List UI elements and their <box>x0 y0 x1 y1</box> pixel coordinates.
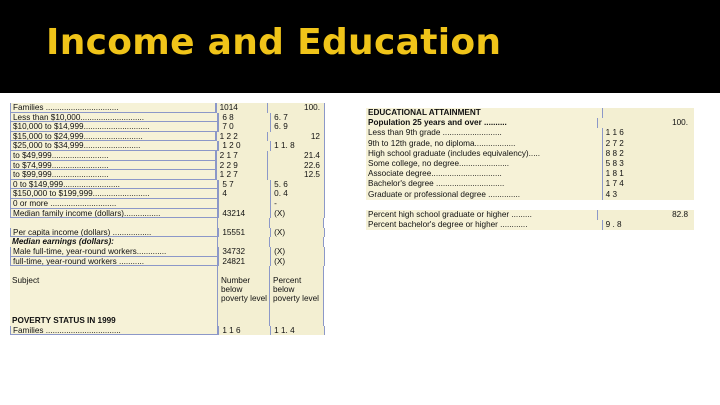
row-percent <box>270 237 324 247</box>
row-label: Male full-time, year-round workers............. <box>10 247 218 257</box>
row-label: to $49,999......................... <box>10 151 216 161</box>
row-number: 2 2 9 <box>216 161 268 171</box>
row-value: 82.8 <box>597 210 694 220</box>
row-label: Median family income (dollars)................ <box>10 209 218 219</box>
row-label: 9th to 12th grade, no diploma.................. <box>366 139 602 149</box>
income-table-row <box>10 141 325 151</box>
row-percent: 0. 4 <box>271 189 325 199</box>
row-percent: (X) <box>271 228 325 238</box>
row-value <box>602 108 694 118</box>
slide-content <box>0 93 720 405</box>
row-label: to $99,999......................... <box>10 170 216 180</box>
income-table-row <box>10 307 325 317</box>
row-label: Per capita income (dollars) ................. <box>10 228 218 238</box>
income-table-row <box>10 276 325 307</box>
income-table-row <box>10 209 325 219</box>
income-table-row <box>10 113 325 123</box>
row-percent: 1 1. 4 <box>271 326 325 336</box>
income-table-row <box>10 180 325 190</box>
income-table-row <box>10 228 325 238</box>
row-percent: 6. 9 <box>271 122 325 132</box>
row-percent: 22.6 <box>268 161 325 171</box>
row-label: Less than $10,000............................ <box>10 113 218 123</box>
row-value: 9 . 8 <box>602 220 694 230</box>
table-gap <box>366 200 694 210</box>
row-percent: 21.4 <box>268 151 325 161</box>
row-percent: (X) <box>271 209 325 219</box>
row-percent <box>270 218 324 228</box>
row-number: 1014 <box>216 103 268 113</box>
row-label: $25,000 to $34,999......................... <box>10 141 218 151</box>
education-table-row <box>366 159 694 169</box>
row-label: Graduate or professional degree .............. <box>366 190 602 200</box>
row-label: Families ................................ <box>10 103 216 113</box>
row-value: 1 7 4 <box>602 179 694 189</box>
row-label: High school graduate (includes equivalency)..... <box>366 149 602 159</box>
income-table-row <box>10 170 325 180</box>
row-value: 8 8 2 <box>602 149 694 159</box>
row-label: Bachelor's degree .............................. <box>366 179 602 189</box>
education-table <box>366 108 694 230</box>
row-value: 1 1 6 <box>602 128 694 138</box>
row-number: 43214 <box>218 209 271 219</box>
row-percent: 100. <box>268 103 325 113</box>
education-table-row <box>366 190 694 200</box>
row-percent: 1 1. 8 <box>271 141 325 151</box>
income-table-row <box>10 199 325 209</box>
row-number: 1 1 6 <box>218 326 271 336</box>
income-table-row <box>10 266 325 276</box>
row-label: Subject <box>10 276 217 307</box>
education-table-row <box>366 179 694 189</box>
row-percent <box>270 316 324 326</box>
row-percent: 12 <box>268 132 325 142</box>
row-number: 1 2 7 <box>216 170 268 180</box>
row-label: Families ................................. <box>10 326 218 336</box>
row-number: 15551 <box>218 228 271 238</box>
row-number <box>217 237 270 247</box>
income-table-row <box>10 326 325 336</box>
education-table-row <box>366 118 694 128</box>
row-number: 1 2 2 <box>216 132 268 142</box>
row-label: 0 to $149,999......................... <box>10 180 218 190</box>
row-label <box>10 307 217 317</box>
slide-title: Income and Education <box>46 22 502 63</box>
row-number <box>217 218 270 228</box>
row-label: Percent high school graduate or higher ......... <box>366 210 597 220</box>
row-number: 2 1 7 <box>216 151 268 161</box>
row-percent: 6. 7 <box>271 113 325 123</box>
income-table-row <box>10 316 325 326</box>
row-number: 4 <box>218 189 271 199</box>
row-percent: (X) <box>271 247 325 257</box>
income-table-row <box>10 257 325 267</box>
row-label: $150,000 to $199,999......................... <box>10 189 218 199</box>
row-number: 1 2 0 <box>218 141 271 151</box>
income-table-row <box>10 237 325 247</box>
education-table-row <box>366 149 694 159</box>
income-table <box>10 103 325 335</box>
row-value: 1 8 1 <box>602 169 694 179</box>
row-label: Some college, no degree...................... <box>366 159 602 169</box>
row-percent: (X) <box>271 257 325 267</box>
row-percent: 12.5 <box>268 170 325 180</box>
row-percent <box>270 307 324 317</box>
row-label: $15,000 to $24,999.......................... <box>10 132 216 142</box>
income-table-row <box>10 151 325 161</box>
row-number: Number below poverty level <box>217 276 270 307</box>
education-table-row <box>366 169 694 179</box>
row-label: Percent bachelor's degree or higher ............ <box>366 220 602 230</box>
row-label: Population 25 years and over .......... <box>366 118 597 128</box>
income-table-row <box>10 132 325 142</box>
row-number: 34732 <box>218 247 271 257</box>
row-percent: 5. 6 <box>271 180 325 190</box>
education-table-row <box>366 139 694 149</box>
row-label: Median earnings (dollars): <box>10 237 217 247</box>
row-value: 2 7 2 <box>602 139 694 149</box>
row-number: 7 0 <box>218 122 271 132</box>
row-label <box>10 218 217 228</box>
row-number <box>217 307 270 317</box>
income-table-row <box>10 247 325 257</box>
row-value: 100. <box>597 118 694 128</box>
education-table-row <box>366 108 694 118</box>
row-number: 5 7 <box>218 180 271 190</box>
row-percent <box>270 266 324 276</box>
row-value: 5 8 3 <box>602 159 694 169</box>
row-label: 0 or more ............................. <box>10 199 218 209</box>
row-label: full-time, year-round workers ........... <box>10 257 218 267</box>
row-value: 4 3 <box>602 190 694 200</box>
row-number: 24821 <box>218 257 271 267</box>
row-number <box>218 199 271 209</box>
row-label <box>10 266 217 276</box>
income-table-row <box>10 103 325 113</box>
row-percent: - <box>271 199 325 209</box>
income-table-row <box>10 161 325 171</box>
row-label: to $74,999......................... <box>10 161 216 171</box>
income-table-row <box>10 218 325 228</box>
row-number: 6 8 <box>218 113 271 123</box>
education-table-row <box>366 210 694 220</box>
row-label: Associate degree............................... <box>366 169 602 179</box>
education-table-row <box>366 128 694 138</box>
row-number <box>217 266 270 276</box>
income-table-row <box>10 189 325 199</box>
row-number <box>217 316 270 326</box>
row-label: $10,000 to $14,999............................. <box>10 122 218 132</box>
row-percent: Percent below poverty level <box>270 276 324 307</box>
row-label: POVERTY STATUS IN 1999 <box>10 316 217 326</box>
education-table-row <box>366 220 694 230</box>
row-label: EDUCATIONAL ATTAINMENT <box>366 108 602 118</box>
income-table-row <box>10 122 325 132</box>
row-label: Less than 9th grade .......................... <box>366 128 602 138</box>
